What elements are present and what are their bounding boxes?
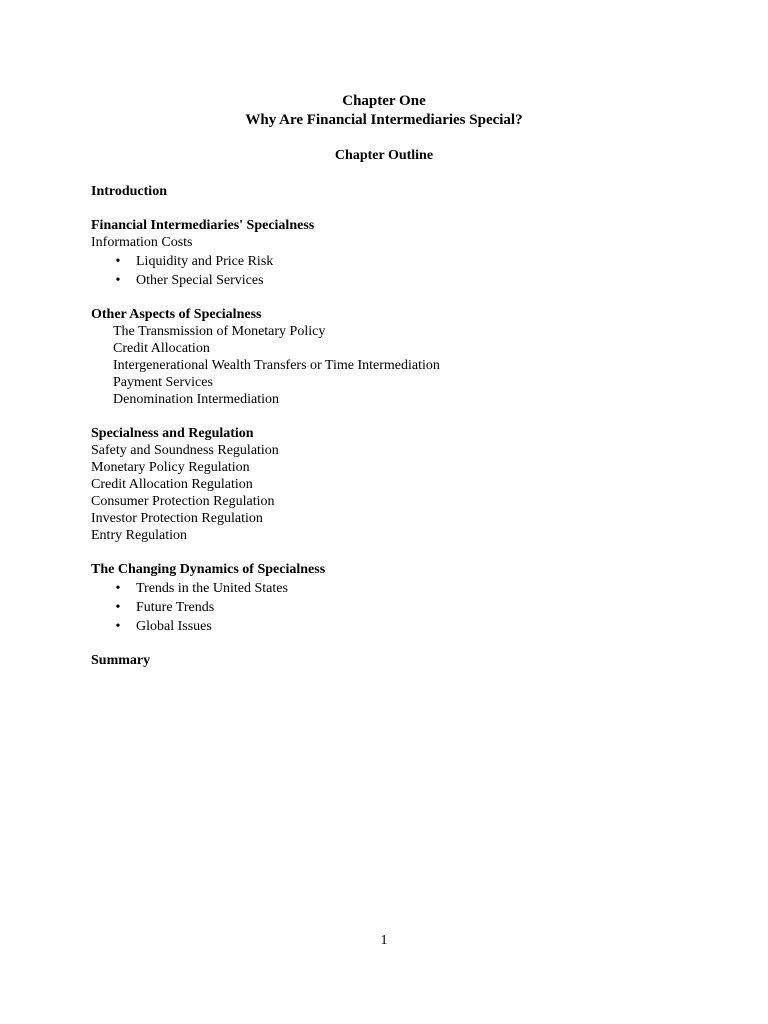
bullet-item: [91, 253, 691, 270]
bullet-item: [91, 599, 691, 616]
section-other-aspects: [91, 306, 691, 408]
outline-line: Credit Allocation Regulation: [91, 477, 253, 492]
outline-line: Information Costs: [91, 235, 193, 250]
section-heading: Specialness and Regulation: [91, 426, 254, 441]
bullet-list: [91, 253, 691, 289]
section-regulation: [91, 425, 691, 544]
bullet-icon: •: [115, 600, 121, 615]
outline-line: Safety and Soundness Regulation: [91, 443, 279, 458]
outline-line: Monetary Policy Regulation: [91, 460, 250, 475]
bullet-text: Liquidity and Price Risk: [136, 254, 274, 269]
bullet-text: Trends in the United States: [136, 581, 288, 596]
section-heading: Other Aspects of Specialness: [91, 307, 262, 322]
section-summary: [91, 652, 691, 669]
outline-line: Investor Protection Regulation: [91, 511, 263, 526]
title-block: [0, 92, 768, 164]
bullet-icon: •: [115, 581, 121, 596]
section-changing-dynamics: [91, 561, 691, 635]
section-introduction: [91, 183, 691, 200]
outline-line: Payment Services: [113, 375, 213, 390]
section-fi-specialness: [91, 217, 691, 289]
bullet-item: [91, 272, 691, 289]
section-heading: Summary: [91, 653, 151, 668]
bullet-item: [91, 580, 691, 597]
page-number: 1: [380, 933, 388, 948]
bullet-icon: •: [115, 273, 121, 288]
outline-line: Denomination Intermediation: [113, 392, 280, 407]
outline-line: Intergenerational Wealth Transfers or Time Intermediation: [113, 358, 440, 373]
bullet-icon: •: [115, 619, 121, 634]
section-heading: The Changing Dynamics of Specialness: [91, 562, 326, 577]
main-title: Why Are Financial Intermediaries Special?: [245, 112, 523, 128]
outline-content: [91, 183, 691, 686]
bullet-list: [91, 580, 691, 635]
outline-line: Credit Allocation: [113, 341, 210, 356]
chapter-title: Chapter One: [342, 93, 426, 109]
outline-label: Chapter Outline: [334, 148, 434, 163]
section-heading: Introduction: [91, 184, 167, 199]
bullet-text: Other Special Services: [136, 273, 264, 288]
bullet-item: [91, 618, 691, 635]
outline-line: The Transmission of Monetary Policy: [113, 324, 326, 339]
outline-line: Entry Regulation: [91, 528, 188, 543]
bullet-icon: •: [115, 254, 121, 269]
section-heading: Financial Intermediaries' Specialness: [91, 218, 315, 233]
bullet-text: Global Issues: [136, 619, 212, 634]
outline-line: Consumer Protection Regulation: [91, 494, 275, 509]
bullet-text: Future Trends: [136, 600, 215, 615]
